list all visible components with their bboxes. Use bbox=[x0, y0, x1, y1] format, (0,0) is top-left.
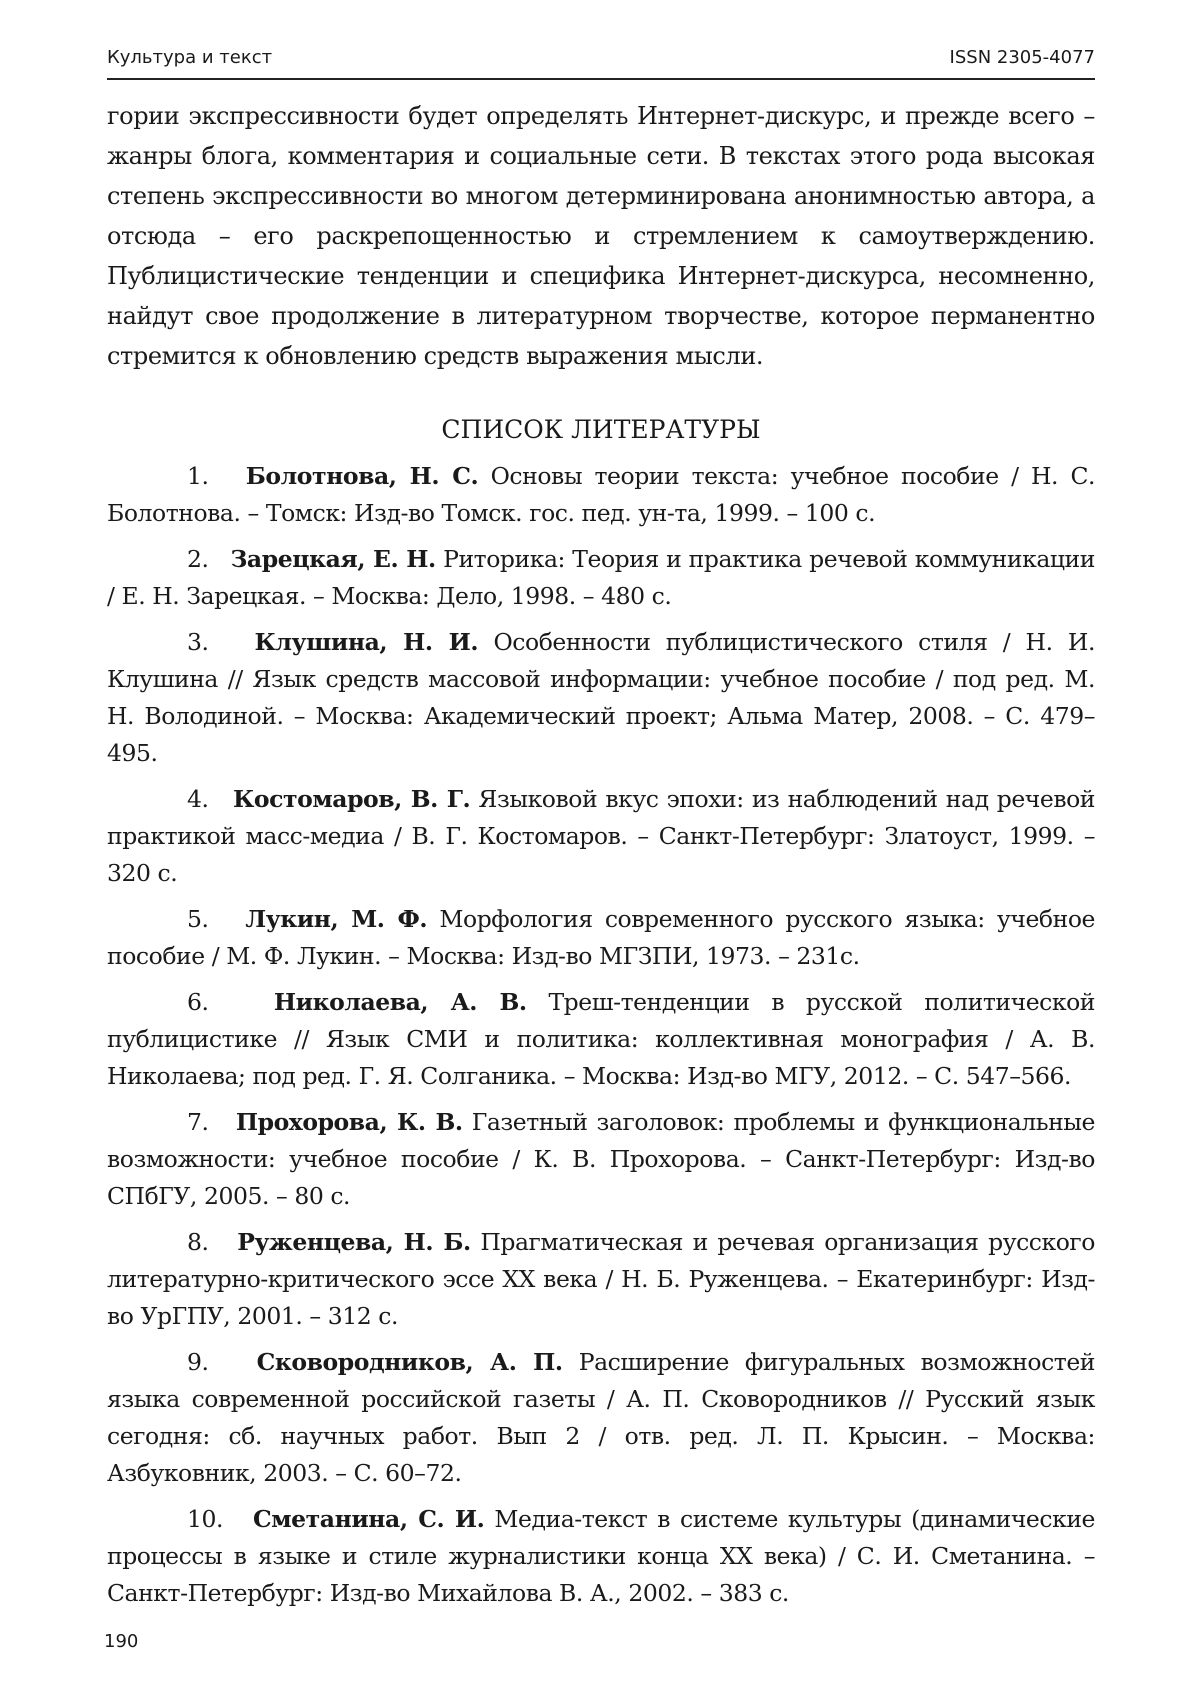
reference-number: 10. bbox=[187, 1505, 224, 1533]
running-header bbox=[107, 46, 1095, 80]
reference-text: Медиа-текст в системе культуры (динамические процессы в языке и стиле журналистики конца XX века) / С. И. Сметанина. – Санкт-Петербург: Изд-во Михайлова В. А., 2002. – 383 с. bbox=[107, 1505, 1095, 1607]
reference-text: Треш-тенденции в русской политической публицистике // Язык СМИ и политика: коллективная монография / А. В. Николаева; под ред. Г. Я. Солганика. – Москва: Изд-во МГУ, 2012. – С. 547–566. bbox=[107, 988, 1096, 1090]
reference-author: Костомаров, В. Г. bbox=[232, 785, 471, 813]
reference-author: Зарецкая, Е. Н. bbox=[230, 545, 436, 573]
page-number: 190 bbox=[104, 1631, 139, 1652]
reference-author: Болотнова, Н. С. bbox=[245, 462, 479, 490]
issn-number: ISSN 2305-4077 bbox=[949, 47, 1095, 68]
reference-item-4 bbox=[107, 781, 1095, 892]
reference-text: Риторика: Теория и практика речевой коммуникации / Е. Н. Зарецкая. – Москва: Дело, 1998. – 480 с. bbox=[107, 545, 1095, 610]
reference-author: Руженцева, Н. Б. bbox=[237, 1228, 471, 1256]
reference-item-5 bbox=[107, 901, 1095, 975]
references-heading: СПИСОК ЛИТЕРАТУРЫ bbox=[441, 415, 761, 444]
reference-number: 9. bbox=[187, 1348, 209, 1376]
body-paragraph: гории экспрессивности будет определять Интернет-дискурс, и прежде всего – жанры блога, комментария и социальные сети. В текстах этого рода высокая степень экспрессивности во многом детерминирована анонимностью автора, а отсюда – его раскрепощенностью и стремлением к самоутверждению. Публицистические тенденции и специфика Интернет-дискурса, несомненно, найдут свое продолжение в литературном творчестве, которое перманентно стремится к обновлению средств выражения мысли. bbox=[107, 102, 1095, 370]
reference-number: 5. bbox=[187, 905, 209, 933]
reference-number: 8. bbox=[187, 1228, 209, 1256]
reference-number: 4. bbox=[187, 785, 209, 813]
reference-item-6 bbox=[107, 984, 1095, 1095]
reference-text: Газетный заголовок: проблемы и функциональные возможности: учебное пособие / К. В. Прохорова. – Санкт-Петербург: Изд-во СПбГУ, 2005. – 80 с. bbox=[107, 1108, 1096, 1210]
reference-author: Клушина, Н. И. bbox=[254, 628, 479, 656]
reference-text: Расширение фигуральных возможностей языка современной российской газеты / А. П. Сковородников // Русский язык сегодня: сб. научных работ. Вып 2 / отв. ред. Л. П. Крысин. – Москва: Азбуковник, 2003. – С. 60–72. bbox=[107, 1348, 1096, 1487]
reference-item-2 bbox=[107, 541, 1095, 615]
reference-author: Сковородников, А. П. bbox=[256, 1348, 563, 1376]
reference-text: Морфология современного русского языка: учебное пособие / М. Ф. Лукин. – Москва: Изд-во МГЗПИ, 1973. – 231с. bbox=[107, 905, 1095, 970]
reference-text: Особенности публицистического стиля / Н. И. Клушина // Язык средств массовой информации: учебное пособие / под ред. М. Н. Володиной. – Москва: Академический проект; Альма Матер, 2008. – С. 479–495. bbox=[107, 628, 1095, 767]
reference-list bbox=[107, 458, 1095, 1621]
reference-author: Николаева, А. В. bbox=[273, 988, 527, 1016]
reference-number: 7. bbox=[187, 1108, 209, 1136]
reference-number: 6. bbox=[187, 988, 209, 1016]
reference-item-10 bbox=[107, 1501, 1095, 1612]
reference-text: Основы теории текста: учебное пособие / Н. С. Болотнова. – Томск: Изд-во Томск. гос. пед. ун-та, 1999. – 100 с. bbox=[107, 462, 1095, 527]
reference-author: Лукин, М. Ф. bbox=[245, 905, 428, 933]
reference-number: 1. bbox=[187, 462, 209, 490]
reference-item-3 bbox=[107, 624, 1095, 772]
reference-item-9 bbox=[107, 1344, 1095, 1492]
journal-title: Культура и текст bbox=[107, 47, 273, 68]
reference-item-8 bbox=[107, 1224, 1095, 1335]
reference-item-1 bbox=[107, 458, 1095, 532]
reference-text: Прагматическая и речевая организация русского литературно-критического эссе XX века / Н. Б. Руженцева. – Екатеринбург: Изд-во УрГПУ, 2001. – 312 с. bbox=[107, 1228, 1095, 1330]
reference-number: 2. bbox=[187, 545, 209, 573]
reference-item-7 bbox=[107, 1104, 1095, 1215]
reference-author: Сметанина, С. И. bbox=[252, 1505, 485, 1533]
reference-text: Языковой вкус эпохи: из наблюдений над речевой практикой масс-медиа / В. Г. Костомаров. – Санкт-Петербург: Златоуст, 1999. – 320 с. bbox=[107, 785, 1096, 887]
reference-author: Прохорова, К. В. bbox=[235, 1108, 463, 1136]
reference-number: 3. bbox=[187, 628, 209, 656]
